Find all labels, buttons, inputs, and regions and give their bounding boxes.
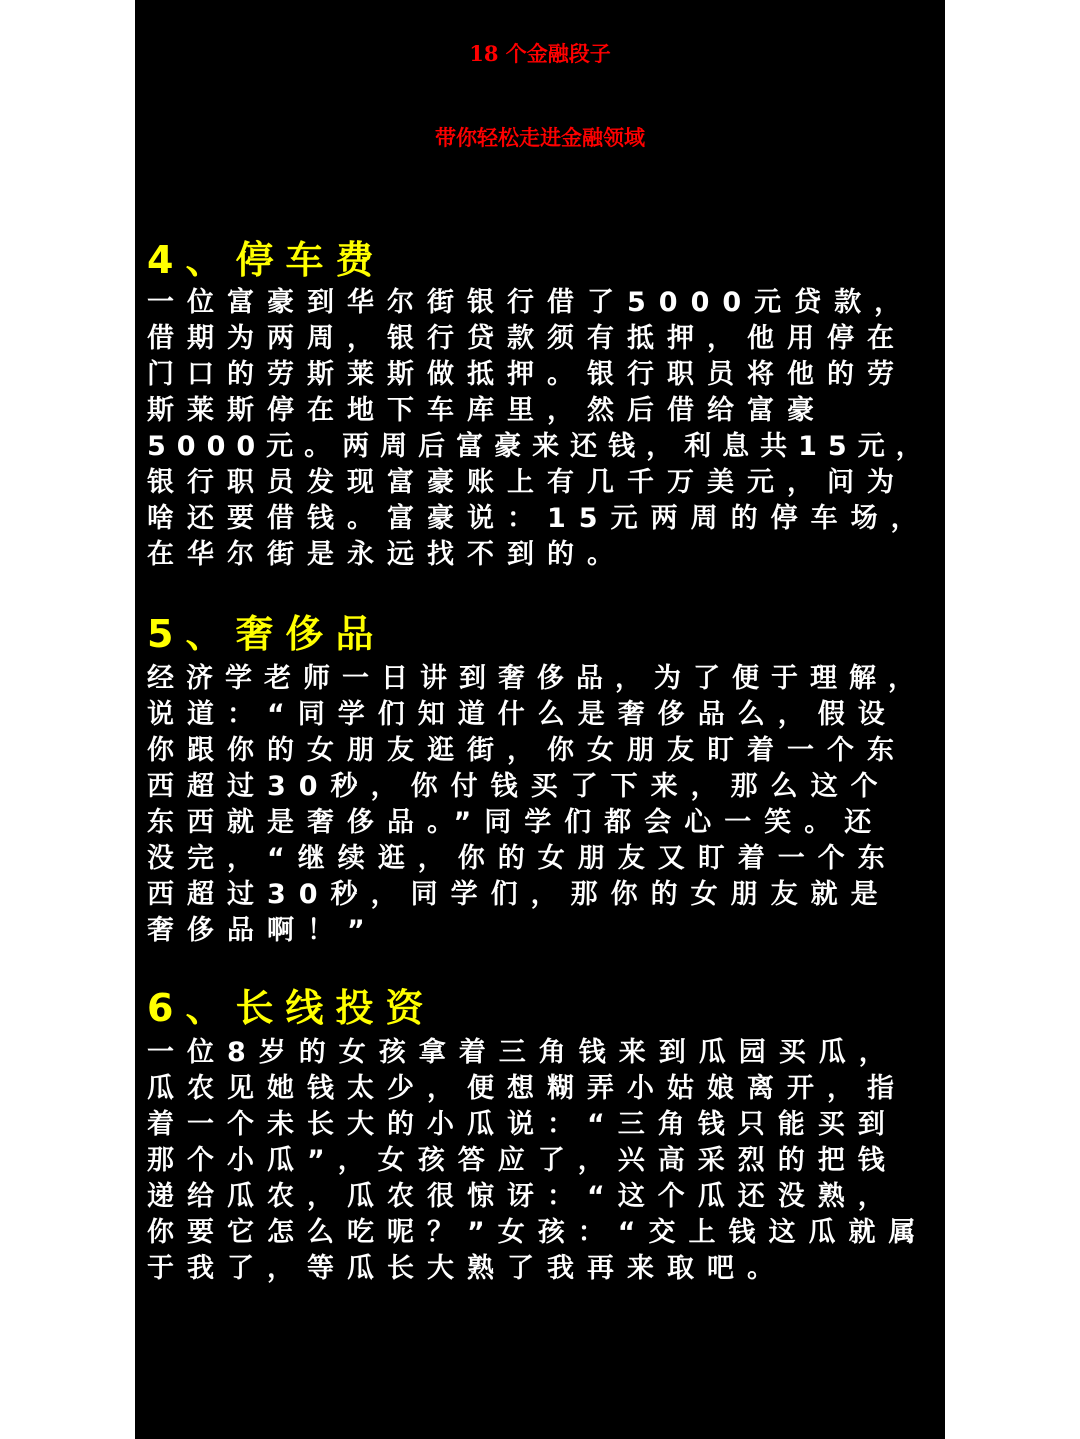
body-line: 你要它怎么吃呢？”女孩：“交上钱这瓜就属 [147,1217,929,1248]
body-line: 西超过30秒，同学们，那你的女朋友就是 [147,879,891,910]
section-title: 长线投资 [235,986,436,1030]
section-body-6 [147,1035,937,1287]
body-line: 一位富豪到华尔街银行借了5000元贷款， [147,287,915,318]
section-heading-4 [147,236,385,284]
section-title: 停车费 [235,238,386,282]
body-line: 啥还要借钱。富豪说：15元两周的停车场， [147,503,931,534]
body-line: 没完，“继续逛，你的女朋友又盯着一个东 [147,843,898,874]
body-line: 一位8岁的女孩拿着三角钱来到瓜园买瓜， [147,1037,899,1068]
body-line: 斯莱斯停在地下车库里，然后借给富豪 [147,395,827,426]
section-heading-6 [147,984,435,1032]
body-line: 于我了，等瓜长大熟了我再来取吧。 [147,1253,787,1284]
title-line-2: 带你轻松走进金融领域 [435,125,645,150]
body-line: 经济学老师一日讲到奢侈品，为了便于理解， [147,663,927,694]
body-line: 银行职员发现富豪账上有几千万美元，问为 [147,467,907,498]
body-line: 那个小瓜”，女孩答应了，兴高采烈的把钱 [147,1145,898,1176]
body-line: 在华尔街是永远找不到的。 [147,539,627,570]
title-line-1: 18 个金融段子 [469,41,611,66]
section-title: 奢侈品 [235,612,386,656]
body-line: 你跟你的女朋友逛街，你女朋友盯着一个东 [147,735,907,766]
body-line: 奢侈品啊！” [147,915,378,946]
body-line: 5000元。两周后富豪来还钱，利息共15元， [147,431,934,462]
section-body-4 [147,285,937,573]
section-number: 6、 [147,986,236,1030]
body-line: 西超过30秒，你付钱买了下来，那么这个 [147,771,891,802]
body-line: 东西就是奢侈品。”同学们都会心一笑。还 [147,807,885,838]
section-heading-5 [147,610,385,658]
body-line: 瓜农见她钱太少，便想糊弄小姑娘离开，指 [147,1073,907,1104]
poster-canvas [135,0,945,1439]
section-number: 4、 [147,238,236,282]
body-line: 说道：“同学们知道什么是奢侈品么，假设 [147,699,898,730]
section-number: 5、 [147,612,236,656]
body-line: 着一个未长大的小瓜说：“三角钱只能买到 [147,1109,898,1140]
section-body-5 [147,661,937,949]
body-line: 递给瓜农，瓜农很惊讶：“这个瓜还没熟， [147,1181,898,1212]
body-line: 借期为两周，银行贷款须有抵押，他用停在 [147,323,907,354]
body-line: 门口的劳斯莱斯做抵押。银行职员将他的劳 [147,359,907,390]
